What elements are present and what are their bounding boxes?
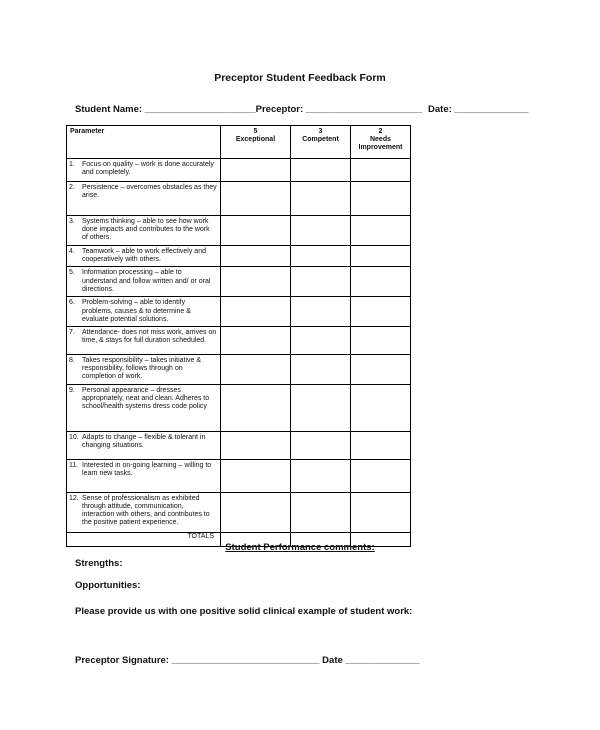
parameter-text: Problem-solving – able to identify problems, causes & to determine & evaluate potential solutions. [82,299,191,323]
parameter-content [67,460,220,480]
parameter-number: 11. [69,461,79,469]
parameter-text: Adapts to change – flexible & tolerant in changing situations. [82,433,206,449]
parameter-number: 5. [69,269,75,277]
parameter-cell [67,297,221,327]
parameter-cell [67,216,221,246]
parameter-text: Sense of professionalism as exhibited through attitude, communication, interaction with others, and contributes to the positive patient experience. [82,494,210,527]
rating-cell-competent[interactable] [291,384,351,431]
rating-cell-needs-improvement[interactable] [351,297,411,327]
rating-cell-exceptional[interactable] [221,492,291,532]
rating-cell-needs-improvement[interactable] [351,267,411,297]
column-score: 3 [318,128,323,135]
parameter-content [67,267,220,296]
rating-cell-needs-improvement[interactable] [351,492,411,532]
table-row [67,246,411,267]
table-row [67,459,411,492]
rating-cell-needs-improvement[interactable] [351,246,411,267]
parameter-content [67,216,220,245]
column-label: Competent [302,136,339,144]
parameter-content [67,493,220,530]
parameter-cell [67,431,221,459]
parameter-content [67,385,220,414]
parameter-number: 6. [69,299,75,307]
table-row [67,327,411,355]
parameter-text: Takes responsibility – takes initiative & responsibility, follows through on completion of work. [82,357,202,381]
parameter-content [67,327,220,347]
parameter-text: Information processing – able to understand and follow written and/ or oral directions. [82,269,211,293]
parameter-text: Systems thinking – able to see how work done impacts and contributes to the work of others. [82,218,210,242]
parameter-cell [67,159,221,182]
rating-cell-needs-improvement[interactable] [351,159,411,182]
rating-cell-exceptional[interactable] [221,216,291,246]
parameter-cell [67,267,221,297]
parameter-cell [67,182,221,216]
rating-cell-exceptional[interactable] [221,159,291,182]
parameter-cell [67,327,221,355]
table-row [67,216,411,246]
rating-cell-competent[interactable] [291,459,351,492]
rating-cell-needs-improvement[interactable] [351,327,411,355]
parameter-number: 10. [69,433,79,441]
column-score: 2 [378,128,383,135]
rating-cell-exceptional[interactable] [221,327,291,355]
rating-cell-needs-improvement[interactable] [351,216,411,246]
parameter-cell [67,246,221,267]
parameter-cell [67,492,221,532]
table-row [67,384,411,431]
column-label: Needs Improvement [358,136,403,152]
comments-heading: Student Performance comments: [225,542,375,553]
preceptor-field[interactable]: Preceptor: ______________________ [255,104,423,115]
table-row [67,297,411,327]
parameter-content [67,246,220,266]
parameter-number: 7. [69,329,75,337]
rating-cell-competent[interactable] [291,216,351,246]
parameter-content [67,182,220,202]
parameter-content [67,159,220,179]
rating-cell-exceptional[interactable] [221,267,291,297]
rating-cell-competent[interactable] [291,182,351,216]
rating-cell-exceptional[interactable] [221,431,291,459]
parameter-text: Interested in on-going learning – willing to learn new tasks. [82,461,212,477]
totals-label: TOTALS [67,532,221,546]
parameter-text: Personal appearance – dresses appropriately, neat and clean. Adheres to school/health systems dress code policy [82,386,210,411]
rating-cell-competent[interactable] [291,297,351,327]
rating-cell-competent[interactable] [291,431,351,459]
clinical-example-prompt: Please provide us with one positive solid clinical example of student work: [75,606,413,617]
rating-cell-competent[interactable] [291,267,351,297]
parameter-cell [67,384,221,431]
parameter-cell [67,459,221,492]
parameter-header: Parameter [67,126,221,159]
rating-cell-exceptional[interactable] [221,384,291,431]
rating-cell-competent[interactable] [291,355,351,385]
rating-cell-needs-improvement[interactable] [351,459,411,492]
rating-cell-exceptional[interactable] [221,246,291,267]
opportunities-label: Opportunities: [75,580,141,591]
rating-cell-exceptional[interactable] [221,459,291,492]
rating-cell-competent[interactable] [291,492,351,532]
rating-cell-exceptional[interactable] [221,297,291,327]
rating-cell-needs-improvement[interactable] [351,182,411,216]
column-header-competent [291,126,351,159]
table-row [67,431,411,459]
rating-cell-competent[interactable] [291,327,351,355]
preceptor-signature-field[interactable]: Preceptor Signature: ____________________________ Date ______________ [75,655,420,666]
parameter-number: 9. [69,386,75,394]
parameter-number: 1. [69,161,75,168]
table-row [67,159,411,182]
parameter-number: 2. [69,184,75,191]
name-bar [75,104,529,115]
rating-cell-needs-improvement[interactable] [351,355,411,385]
column-score: 5 [253,128,258,135]
table-row [67,355,411,385]
parameter-number: 3. [69,218,75,225]
feedback-table [66,125,411,547]
rating-cell-exceptional[interactable] [221,182,291,216]
parameter-content [67,432,220,452]
column-label: Exceptional [235,136,276,144]
rating-cell-needs-improvement[interactable] [351,431,411,459]
column-header-exceptional [221,126,291,159]
table-row [67,267,411,297]
form-title: Preceptor Student Feedback Form [214,72,386,84]
parameter-cell [67,355,221,385]
rating-cell-exceptional[interactable] [221,355,291,385]
date-field[interactable]: Date: ______________ [428,104,529,115]
rating-cell-competent[interactable] [291,159,351,182]
table-row [67,492,411,532]
parameter-text: Attendance- does not miss work, arrives on time, & stays for full duration scheduled. [82,329,217,345]
parameter-content [67,297,220,326]
student-name-field[interactable]: Student Name: _____________________ [75,104,256,115]
parameter-text: Persistence – overcomes obstacles as they arise. [82,184,217,200]
rating-cell-competent[interactable] [291,246,351,267]
parameter-text: Focus on quality – work is done accurately and completely. [82,161,214,177]
parameter-text: Teamwork – able to work effectively and cooperatively with others. [82,248,206,264]
strengths-label: Strengths: [75,558,123,569]
table-row [67,182,411,216]
parameter-number: 12. [69,494,79,502]
rating-cell-needs-improvement[interactable] [351,384,411,431]
table-header-row [67,126,411,159]
column-header-needs-improvement [351,126,411,159]
parameter-number: 8. [69,357,75,365]
parameter-content [67,355,220,384]
parameter-number: 4. [69,248,75,255]
